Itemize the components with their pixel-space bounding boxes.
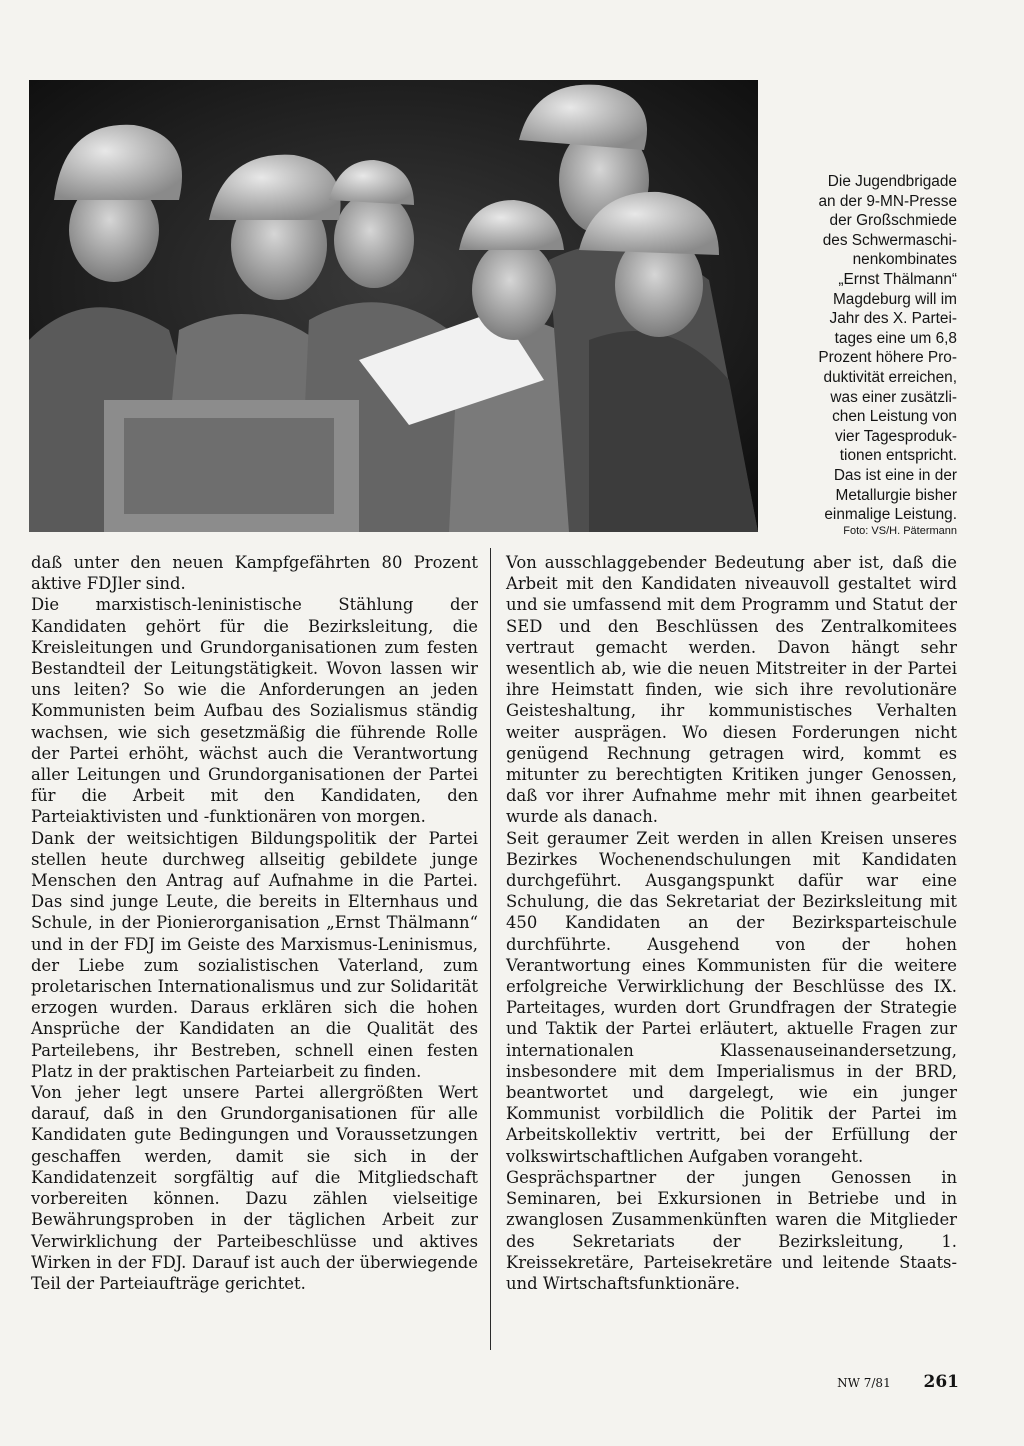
page-number: 261 bbox=[923, 1372, 959, 1392]
caption-line: tionen entspricht. bbox=[839, 447, 957, 465]
page-footer bbox=[837, 1372, 959, 1392]
issue-label: NW 7/81 bbox=[837, 1376, 891, 1390]
right-text-column bbox=[506, 552, 957, 1294]
caption-line: Die Jugendbrigade bbox=[827, 173, 957, 190]
paragraph: Seit geraumer Zeit werden in allen Kreisen unseres Bezirkes Wochenendschulungen mit Kandidaten durchgeführt. Ausgangspunkt dafür war eine Schulung, die das Sekretariat der Bezirksleitung mit 450 Kandidaten an der Bezirksparteischule durchführte. Ausgehend von der hohen Verantwortung eines Kommunisten für die weitere erfolgreiche Verwirklichung der Beschlüsse des IX. Parteitages, wurden dort Grundfragen der Strategie und Taktik der Partei erläutert, aktuelle Fragen zur internationalen Klassenauseinandersetzung, insbesondere mit dem Imperialismus in der BRD, beantwortet und dargelegt, wie ein junger Kommunist vorbildlich die Politik der Partei im Arbeitskollektiv vertritt, bei der Erfüllung der volkswirtschaftlichen Aufgaben vorangeht. bbox=[506, 828, 957, 1166]
caption-line: Prozent höhere Pro- bbox=[818, 349, 957, 367]
paragraph: Gesprächspartner der jungen Genossen in Seminaren, bei Exkursionen in Betriebe und in zwanglosen Zusammenkünften waren die Mitglieder des Sekretariats der Bezirksleitung, 1. Kreissekretäre, Parteisekretäre und leitende Staats- und Wirtschaftsfunktionäre. bbox=[506, 1167, 957, 1293]
paragraph: Dank der weitsichtigen Bildungspolitik der Partei stellen heute durchweg allseitig gebildete junge Menschen den Antrag auf Aufnahme in die Partei. Das sind junge Leute, die bereits in Elternhaus und Schule, in der Pionierorganisation „Ernst Thälmann“ und in der FDJ im Geiste des Marxismus-Leninismus, der Liebe zum sozialistischen Vaterland, zum proletarischen Internationalismus und zur Solidarität erzogen wurden. Daraus erklären sich die hohen Ansprüche der Kandidaten an die Qualität des Parteilebens, ihr Bestreben, schnell einen festen Platz in der praktischen Parteiarbeit zu finden. bbox=[31, 828, 478, 1081]
paragraph: Von ausschlaggebender Bedeutung aber ist, daß die Arbeit mit den Kandidaten niveauvoll gestaltet wird und sie umfassend mit dem Programm und Statut der SED und den Beschlüssen des Zentralkomitees vertraut gemacht werden. Davon hängt sehr wesentlich ab, wie die neuen Mitstreiter in der Partei ihre Heimstatt finden, wie sich ihre revolutionäre Geisteshaltung, ihr kommunistisches Verhalten weiter ausprägen. Wo diesen Forderungen nicht genügend Rechnung getragen wird, kommt es mitunter zu berechtigten Kritiken junger Genossen, daß vor ihrer Aufnahme mehr mit ihnen gearbeitet wurde als danach. bbox=[506, 553, 957, 827]
caption-line: an der 9-MN-Presse bbox=[818, 192, 957, 210]
caption-line: tages eine um 6,8 bbox=[834, 329, 957, 347]
caption-line: was einer zusätzli- bbox=[830, 388, 957, 406]
left-text-column bbox=[31, 552, 478, 1294]
caption-line: Magdeburg will im bbox=[832, 290, 957, 308]
caption-line: einmalige Leistung. bbox=[824, 506, 957, 524]
column-divider bbox=[490, 548, 491, 1350]
photo-credit: Foto: VS/H. Pätermann bbox=[843, 524, 957, 537]
photo-caption bbox=[772, 172, 957, 538]
caption-line: chen Leistung von bbox=[832, 408, 957, 426]
caption-line: vier Tagesproduk- bbox=[834, 427, 957, 445]
paragraph: daß unter den neuen Kampfgefährten 80 Prozent aktive FDJler sind. bbox=[31, 553, 478, 594]
caption-line: Das ist eine in der bbox=[833, 466, 957, 484]
caption-line: des Schwermaschi- bbox=[822, 231, 957, 249]
paragraph: Von jeher legt unsere Partei allergrößten Wert darauf, daß in den Grundorganisationen für alle Kandidaten gute Bedingungen und Voraussetzungen geschaffen werden, damit sie sich in der Kandidatenzeit sorgfältig auf die Mitgliedschaft vorbereiten können. Dazu zählen vielseitige Bewährungsproben in der täglichen Arbeit zur Verwirklichung der Parteibeschlüsse und aktives Wirken in der FDJ. Darauf ist auch der überwiegende Teil der Parteiaufträge gerichtet. bbox=[31, 1083, 478, 1293]
caption-line: der Großschmiede bbox=[829, 212, 957, 230]
article-photo bbox=[29, 80, 758, 532]
caption-line: nenkombinates bbox=[852, 251, 957, 269]
caption-line: Metallurgie bisher bbox=[835, 486, 957, 504]
caption-line: „Ernst Thälmann“ bbox=[838, 270, 957, 288]
caption-line: duktivität erreichen, bbox=[823, 368, 957, 386]
paragraph: Die marxistisch-leninistische Stählung der Kandidaten gehört für die Bezirksleitung, die Kreisleitungen und Grundorganisationen zum festen Bestandteil der Leitungstätigkeit. Wovon lassen wir uns leiten? So wie die Anforderungen an jeden Kommunisten beim Aufbau des Sozialismus ständig wachsen, wie sich gesetzmäßig die führende Rolle der Partei erhöht, wächst auch die Verantwortung aller Leitungen und Grundorganisationen der Partei für die Arbeit mit den Kandidaten, den Parteiaktivisten und -funktionären von morgen. bbox=[31, 595, 478, 827]
caption-line: Jahr des X. Partei- bbox=[829, 310, 957, 328]
